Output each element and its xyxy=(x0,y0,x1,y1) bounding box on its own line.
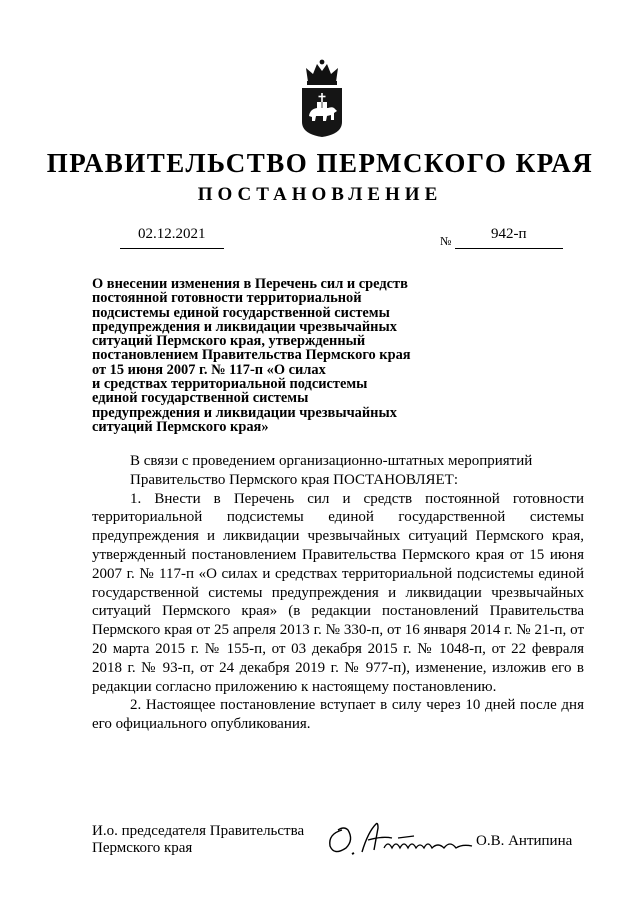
document-number: 942-п xyxy=(491,226,527,242)
document-subject xyxy=(92,277,452,434)
subject-line: единой государственной системы xyxy=(92,390,309,407)
signatory-name: О.В. Антипина xyxy=(476,833,573,849)
perm-krai-coat-of-arms-icon xyxy=(296,58,348,138)
preamble-line-2: Правительство Пермского края ПОСТАНОВЛЯЕТ: xyxy=(130,471,459,488)
document-date-field xyxy=(120,222,224,249)
document-date: 02.12.2021 xyxy=(138,226,206,242)
subject-line: ситуаций Пермского края, утвержденный xyxy=(92,333,366,350)
subject-line: постоянной готовности территориальной xyxy=(92,290,362,307)
clause-1: 1. Внести в Перечень сил и средств постоянной готовности территориальной подсистемы единой государственной системы предупреждения и ликвидации чрезвычайных ситуаций Пермского края, утвержденный постановлением Правительства Пермского края от 15 июня 2007 г. № 117-п «О силах и средствах территориальной подсистемы единой государственной системы предупреждения и ликвидации чрезвычайных ситуаций Пермского края» (в редакции постановлений Правительства Пермского края от 25 апреля 2013 г. № 330-п, от 16 января 2014 г. № 21-п, от 20 марта 2015 г. № 155-п, от 03 декабря 2015 г. № 1048-п, от 22 февраля 2018 г. № 93-п, от 24 декабря 2019 г. № 977-п), изменение, изложив его в редакции согласно приложению к настоящему постановлению. xyxy=(92,490,584,695)
document-number-field xyxy=(455,222,563,249)
number-sign: № xyxy=(440,234,452,248)
subject-line: подсистемы единой государственной системы xyxy=(92,304,390,321)
subject-line: и средствах территориальной подсистемы xyxy=(92,376,368,393)
signatory-title-line-1: И.о. председателя Правительства xyxy=(92,823,305,839)
handwritten-signature xyxy=(322,818,482,860)
document-body xyxy=(92,452,584,734)
signatory-title xyxy=(92,823,304,857)
subject-line: от 15 июня 2007 г. № 117-п «О силах xyxy=(92,361,326,378)
signatory-title-line-2: Пермского края xyxy=(92,840,193,856)
subject-line: предупреждения и ликвидации чрезвычайных xyxy=(92,404,397,421)
organization-title: ПРАВИТЕЛЬСТВО ПЕРМСКОГО КРАЯ xyxy=(46,148,594,178)
document-type-heading: ПОСТАНОВЛЕНИЕ xyxy=(197,184,443,205)
clause-2: 2. Настоящее постановление вступает в силу через 10 дней после дня его официального опубликования. xyxy=(92,697,584,733)
subject-line: постановлением Правительства Пермского края xyxy=(92,347,411,364)
subject-line: ситуаций Пермского края» xyxy=(92,418,269,435)
preamble-line-1: В связи с проведением организационно-штатных мероприятий xyxy=(130,453,533,469)
subject-line: О внесении изменения в Перечень сил и средств xyxy=(92,276,408,292)
subject-line: предупреждения и ликвидации чрезвычайных xyxy=(92,318,397,335)
